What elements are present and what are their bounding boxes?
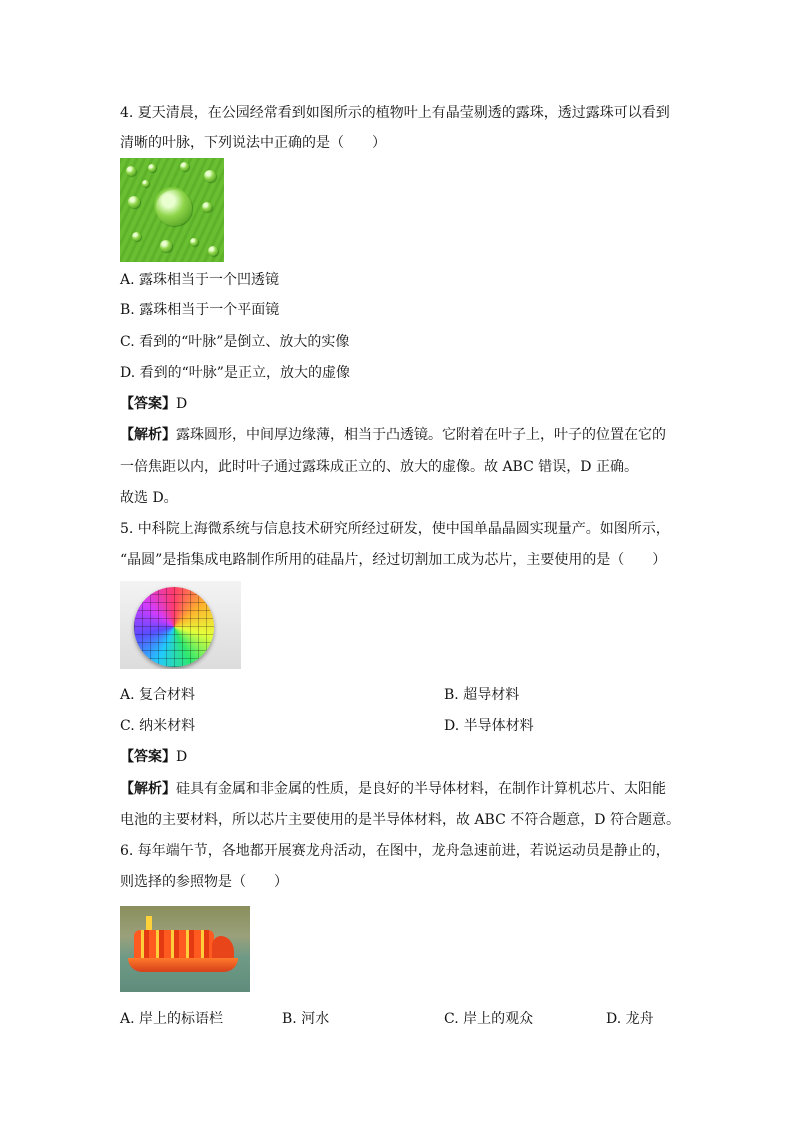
- q4-analysis-line3: 故选 D。: [120, 490, 178, 506]
- dragon-boat-image: [120, 906, 250, 992]
- q4-analysis-line1: [120, 426, 666, 444]
- q5-analysis-line2: 电池的主要材料，所以芯片主要使用的是半导体材料，故 ABC 不符合题意，D 符合题意。: [120, 812, 680, 828]
- q5-analysis-label: 【解析】: [120, 781, 176, 797]
- q4-option-c: C. 看到的“叶脉”是倒立、放大的实像: [120, 334, 350, 350]
- q6-option-c: C. 岸上的观众: [444, 1011, 534, 1027]
- q4-answer: [120, 395, 187, 413]
- q4-option-a: A. 露珠相当于一个凹透镜: [120, 272, 280, 288]
- q6-stem-line1: 6. 每年端午节，各地都开展赛龙舟活动，在图中，龙舟急速前进，若说运动员是静止的，: [120, 843, 670, 859]
- q4-option-d: D. 看到的“叶脉”是正立，放大的虚像: [120, 365, 350, 381]
- q5-stem-line2: “晶圆”是指集成电路制作所用的硅晶片，经过切割加工成为芯片，主要使用的是（ ）: [120, 552, 667, 568]
- q4-stem-line2: 清晰的叶脉，下列说法中正确的是（ ）: [120, 135, 386, 151]
- q4-analysis-label: 【解析】: [120, 427, 176, 443]
- q5-option-a: A. 复合材料: [120, 687, 196, 703]
- q5-analysis-line1: [120, 780, 666, 798]
- q4-option-b: B. 露珠相当于一个平面镜: [120, 302, 280, 318]
- silicon-wafer-image: [120, 581, 241, 669]
- leaf-dewdrop-image: [120, 158, 224, 262]
- q4-answer-value: D: [176, 396, 188, 412]
- q5-answer-value: D: [176, 749, 188, 765]
- q6-stem-line2: 则选择的参照物是（ ）: [120, 874, 288, 890]
- q5-stem-line1: 5. 中科院上海微系统与信息技术研究所经过研发，使中国单晶晶圆实现量产。如图所示，: [120, 521, 670, 537]
- q4-analysis-text1: 露珠圆形，中间厚边缘薄，相当于凸透镜。它附着在叶子上，叶子的位置在它的: [176, 427, 666, 443]
- q4-answer-label: 【答案】: [120, 396, 176, 412]
- q6-option-b: B. 河水: [282, 1011, 330, 1027]
- q5-option-d: D. 半导体材料: [444, 718, 534, 734]
- q5-answer: [120, 748, 187, 766]
- q5-option-b: B. 超导材料: [444, 687, 520, 703]
- q4-stem-line1: 4. 夏天清晨，在公园经常看到如图所示的植物叶上有晶莹剔透的露珠，透过露珠可以看到: [120, 105, 670, 121]
- q6-option-a: A. 岸上的标语栏: [120, 1011, 224, 1027]
- q6-option-d: D. 龙舟: [606, 1011, 654, 1027]
- q4-analysis-line2: 一倍焦距以内，此时叶子通过露珠成正立的、放大的虚像。故 ABC 错误，D 正确。: [120, 459, 638, 475]
- q5-option-c: C. 纳米材料: [120, 718, 196, 734]
- q5-analysis-text1: 硅具有金属和非金属的性质，是良好的半导体材料，在制作计算机芯片、太阳能: [176, 781, 666, 797]
- q5-answer-label: 【答案】: [120, 749, 176, 765]
